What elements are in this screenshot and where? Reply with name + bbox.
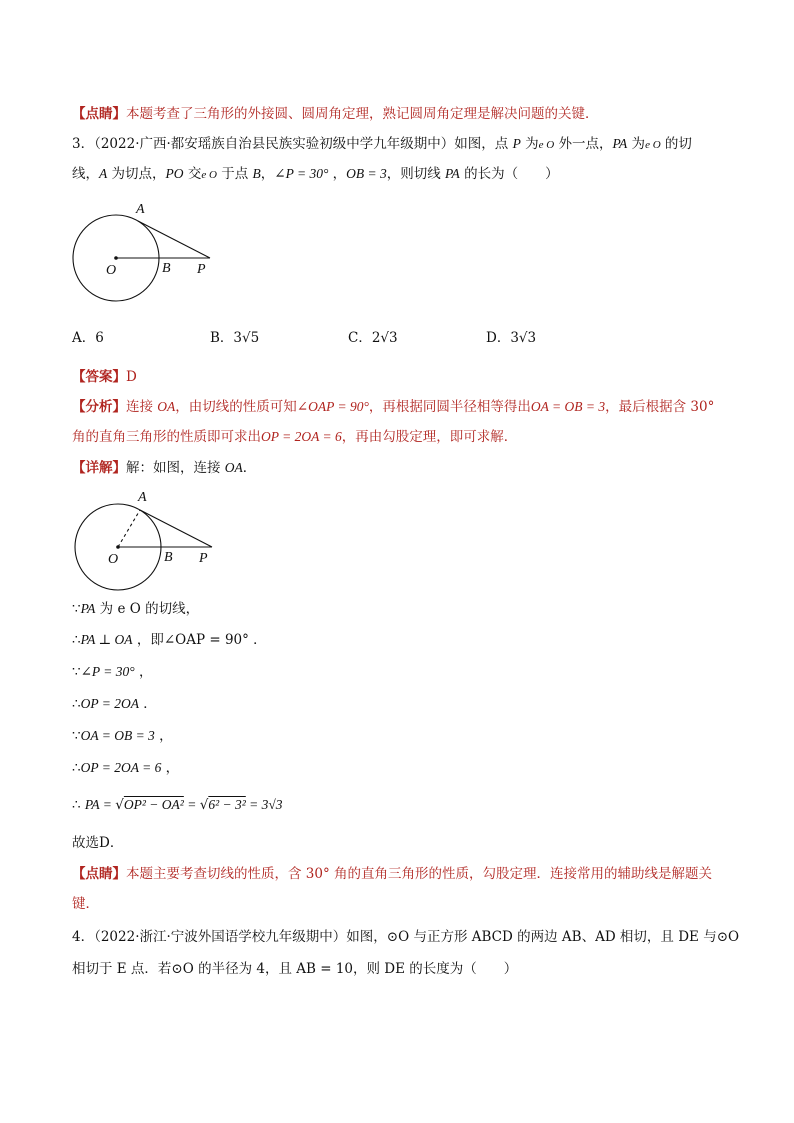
dashed-radius-oa: [118, 510, 140, 547]
option-label: D．: [486, 330, 511, 346]
answer-line: [72, 367, 137, 387]
analysis-text: 角的直角三角形的性质即可求出: [72, 429, 261, 445]
q4-text: 相切于 E 点．若⊙O 的半径为 4，且 AB = 10，则 DE 的长度为（ ）: [72, 961, 518, 977]
q4-text: 4．（2022·浙江·宁波外国语学校九年级期中）如图，⊙O 与正方形 ABCD 的两边 AB、AD 相切，且 DE 与⊙O: [72, 929, 740, 945]
step-5: [72, 726, 173, 746]
center-point: [114, 256, 118, 260]
answer-value: D: [126, 369, 137, 385]
center-point: [116, 545, 120, 549]
label-a: A: [138, 490, 147, 505]
option-value: 6: [95, 330, 104, 346]
point-note-tag: 【点睛】: [72, 106, 126, 122]
detail-tag: 【详解】: [72, 460, 126, 476]
option-c[interactable]: [348, 328, 398, 348]
step-math: PA ⊥ OA: [80, 632, 133, 647]
step-6: [72, 758, 179, 778]
q3-text: 交: [183, 166, 202, 182]
q3-circle-symbol: e O: [645, 139, 661, 151]
point-note-2-line-1: [72, 864, 712, 884]
q3-circle-symbol: e O: [538, 139, 555, 151]
point-note-text: 本题考查了三角形的外接圆、圆周角定理，熟记圆周角定理是解决问题的关键．: [126, 106, 599, 122]
detail-text: 解：如图，连接: [126, 460, 225, 476]
analysis-line-2: [72, 427, 517, 447]
analysis-text: ，最后根据含 30°: [605, 399, 715, 415]
q3-text: 3．（2022·广西·都安瑶族自治县民族实验初级中学九年级期中）如图，点: [72, 136, 513, 152]
calc-equals: =: [183, 797, 200, 812]
step-symbol: ∴: [72, 696, 81, 712]
step-text: 为 e O 的切线，: [95, 601, 200, 617]
option-d[interactable]: [486, 328, 536, 348]
q3-text: 的长为（ ）: [459, 166, 559, 182]
q3-text: ，则切线: [386, 166, 446, 182]
options-row: [72, 328, 752, 348]
step-math: OP = 2OA = 6: [80, 760, 162, 775]
q3-var: PA: [612, 136, 628, 151]
q3-text: 的切: [660, 136, 692, 152]
option-value: 3√3: [510, 330, 537, 346]
step-math: PA: [80, 601, 96, 616]
step-text: ，: [134, 664, 153, 680]
q3-angle: ∠P = 30°: [274, 166, 329, 181]
tangent-pa: [140, 510, 212, 547]
analysis-text: 连接: [126, 399, 158, 415]
step-text: ，: [161, 760, 180, 776]
q3-text: 外一点，: [554, 136, 613, 152]
label-p: P: [199, 551, 208, 566]
select-text: 故选D．: [72, 835, 124, 851]
question-4-line-2: [72, 959, 517, 979]
q3-var: A: [99, 166, 108, 181]
figure-circle-tangent-2: [68, 486, 228, 598]
label-o: O: [108, 552, 119, 567]
q3-text: ，: [328, 166, 347, 182]
label-p: P: [197, 262, 206, 277]
analysis-text: ，由切线的性质可知: [175, 399, 297, 415]
option-label: C．: [348, 330, 372, 346]
step-symbol: ∵: [72, 664, 81, 680]
step-text: ．: [138, 696, 157, 712]
q3-text: 线，: [72, 166, 99, 182]
point-note-text: 本题主要考查切线的性质，含 30° 角的直角三角形的性质，勾股定理．连接常用的辅助线是解题关: [126, 866, 713, 882]
tangent-pa: [138, 221, 210, 258]
detail-var: OA: [224, 460, 243, 475]
question-3-line-2: [72, 164, 559, 185]
q3-circle-symbol: e O: [201, 169, 217, 181]
step-2: [72, 630, 267, 650]
step-3: [72, 662, 152, 682]
step-1: [72, 599, 199, 619]
q3-text: 为: [520, 136, 539, 152]
option-label: A．: [72, 330, 96, 346]
calc-symbol: ∴: [72, 797, 81, 813]
option-a[interactable]: [72, 328, 104, 348]
calc-result: = 3√3: [245, 797, 283, 812]
detail-line: [72, 458, 256, 478]
sqrt-sign: √: [199, 797, 209, 813]
step-text: ，即∠OAP = 90° ．: [132, 632, 267, 648]
analysis-text: ，再由勾股定理，即可求解．: [341, 429, 518, 445]
step-symbol: ∴: [72, 760, 81, 776]
analysis-tag: 【分析】: [72, 399, 126, 415]
q3-eq: OB = 3: [346, 166, 387, 181]
q3-text: 于点: [216, 166, 253, 182]
sqrt-sign: √: [115, 797, 124, 813]
pa-calculation: [72, 795, 283, 815]
label-b: B: [164, 550, 173, 565]
analysis-angle: ∠OAP = 90°: [296, 399, 369, 414]
step-math: ∠P = 30°: [80, 664, 135, 679]
detail-text: ．: [242, 460, 257, 476]
option-label: B．: [210, 330, 234, 346]
select-line: [72, 833, 123, 853]
question-4-line-1: [72, 927, 739, 947]
q3-text: ，: [260, 166, 275, 182]
label-b: B: [162, 261, 171, 276]
step-4: [72, 694, 157, 714]
option-value: 3√5: [233, 330, 260, 346]
calc-lhs: PA =: [84, 797, 116, 812]
analysis-text: ，再根据同圆半径相等得出: [368, 399, 531, 415]
q3-var: PO: [165, 166, 184, 181]
label-o: O: [106, 263, 117, 278]
analysis-eq: OA = OB = 3: [530, 399, 606, 414]
point-note-text: 键．: [72, 896, 99, 912]
analysis-eq: OP = 2OA = 6: [261, 429, 342, 444]
point-note-tag: 【点睛】: [72, 866, 126, 882]
calc-radicand-2: 6² − 3²: [208, 797, 246, 812]
analysis-line-1: [72, 397, 714, 417]
step-math: OA = OB = 3: [80, 728, 155, 743]
q3-var: B: [252, 166, 261, 181]
q3-text: 为切点，: [107, 166, 166, 182]
point-note-1: [72, 104, 599, 124]
q3-var: PA: [445, 166, 460, 181]
q3-var: P: [512, 136, 521, 151]
q3-text: 为: [627, 136, 646, 152]
question-3-line-1: [72, 134, 692, 155]
calc-radicand-1: OP² − OA²: [123, 797, 184, 812]
step-symbol: ∵: [72, 728, 81, 744]
figure-circle-tangent-1: [66, 196, 226, 308]
step-symbol: ∵: [72, 601, 81, 617]
step-math: OP = 2OA: [80, 696, 139, 711]
step-symbol: ∴: [72, 632, 81, 648]
answer-tag: 【答案】: [72, 369, 126, 385]
option-b[interactable]: [210, 328, 259, 348]
label-a: A: [136, 202, 145, 217]
option-value: 2√3: [371, 330, 398, 346]
step-text: ，: [154, 728, 173, 744]
analysis-var: OA: [157, 399, 176, 414]
point-note-2-line-2: [72, 894, 99, 914]
